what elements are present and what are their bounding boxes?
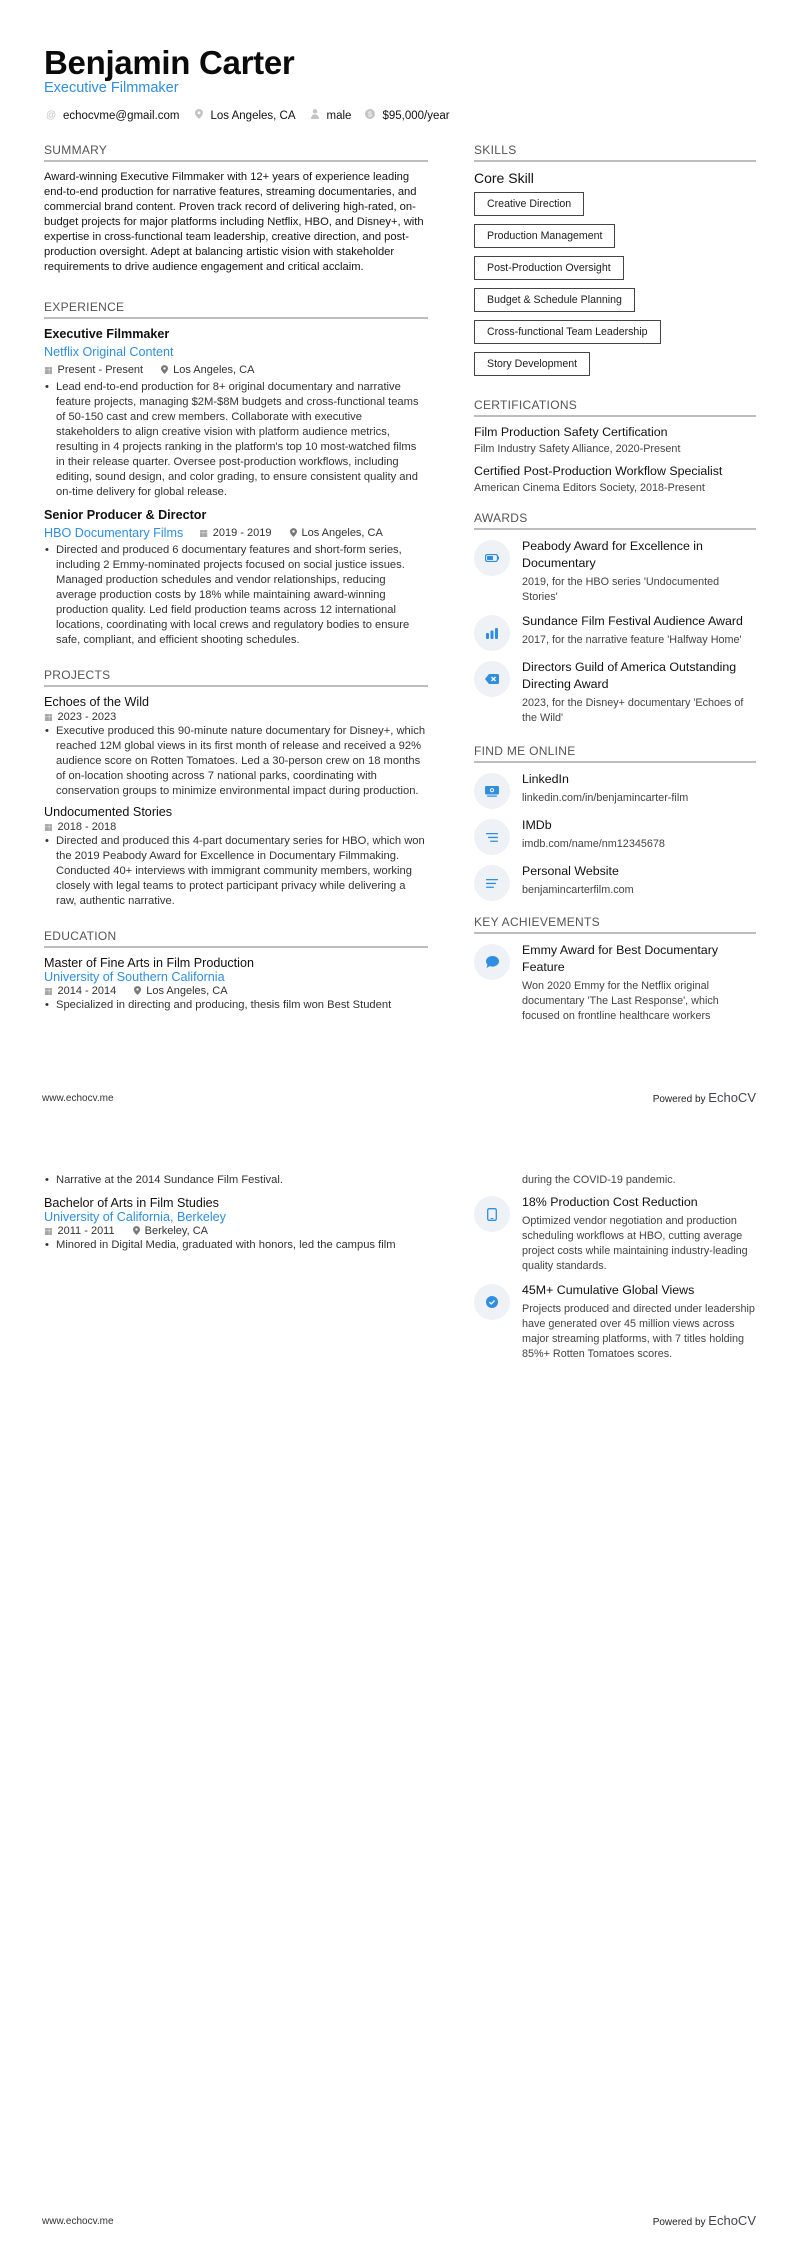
education-meta: ▦ 2014 - 2014 Los Angeles, CA [44, 985, 228, 997]
location-pin-icon [194, 109, 204, 122]
left-column-continued [44, 1173, 428, 1253]
person-icon [310, 109, 320, 122]
achievement-desc-continued: during the COVID-19 pandemic. [522, 1174, 676, 1186]
school-name: University of Southern California [44, 970, 225, 984]
education-bullet: • Specialized in directing and producing, thesis film won Best Student [44, 998, 428, 1013]
achievement-name: Emmy Award for Best Documentary Feature [522, 943, 719, 974]
skill-tag: Budget & Schedule Planning [474, 288, 635, 312]
link-name: IMDb [522, 818, 552, 832]
link-name: LinkedIn [522, 772, 569, 786]
section-title: EXPERIENCE [44, 300, 428, 319]
section-title: SKILLS [474, 143, 756, 162]
online-link-item[interactable] [474, 817, 756, 855]
achievements-section [474, 915, 756, 1024]
skills-section [474, 143, 756, 384]
section-title: SUMMARY [44, 143, 428, 162]
check-circle-icon [474, 1284, 510, 1320]
link-name: Personal Website [522, 864, 619, 878]
award-item [474, 538, 756, 605]
online-link-item[interactable] [474, 771, 756, 809]
company-name: Netflix Original Content [44, 345, 174, 359]
skills-list [474, 192, 756, 384]
experience-section [44, 300, 428, 648]
location-pin-icon [161, 365, 168, 376]
certification-name: Film Production Safety Certification [474, 425, 668, 439]
lines-icon [474, 819, 510, 855]
candidate-role: Executive Filmmaker [44, 80, 179, 96]
education-item [44, 956, 428, 1013]
link-url[interactable]: linkedin.com/in/benjamincarter-film [522, 792, 689, 804]
skill-group-title: Core Skill [474, 170, 534, 186]
project-meta: ▦ 2023 - 2023 [44, 711, 117, 723]
footer-site-link[interactable]: www.echocv.me [42, 1093, 114, 1104]
skill-tag: Story Development [474, 352, 590, 376]
online-link-item[interactable] [474, 863, 756, 901]
project-title: Undocumented Stories [44, 805, 173, 819]
skill-tag: Cross-functional Team Leadership [474, 320, 661, 344]
award-desc: 2017, for the narrative feature 'Halfway Home' [522, 634, 742, 646]
calendar-icon: ▦ [44, 711, 53, 722]
project-title: Echoes of the Wild [44, 695, 149, 709]
footer-powered-by: Powered by EchoCV [652, 2213, 756, 2228]
chat-bubble-icon [474, 944, 510, 980]
achievement-desc: Optimized vendor negotiation and production scheduling workflows at HBO, cutting average project costs while maintaining industry-leading quality standards. [522, 1215, 748, 1272]
project-item [44, 805, 428, 909]
certification-issuer: American Cinema Editors Society, 2018-Present [474, 482, 705, 494]
award-name: Sundance Film Festival Audience Award [522, 614, 743, 628]
contact-salary: $ $95,000/year [365, 109, 449, 122]
award-desc: 2019, for the HBO series 'Undocumented Stories' [522, 576, 720, 603]
tablet-icon [474, 1196, 510, 1232]
svg-text:$: $ [368, 111, 373, 119]
achievement-item [474, 1282, 756, 1362]
job-meta: ▦ Present - Present Los Angeles, CA [44, 364, 255, 376]
candidate-name: Benjamin Carter [44, 44, 295, 81]
location-pin-icon [134, 986, 141, 997]
achievement-desc: Won 2020 Emmy for the Netflix original documentary 'The Last Response', which focused on frontline healthcare workers [522, 980, 719, 1022]
dollar-icon [365, 109, 375, 122]
project-bullet: • Executive produced this 90-minute nature documentary for Disney+, which reached 12M global views in its first month of release and received a 92% audience score on Rotten Tomatoes. Led a 30-person crew on 18 months of on-location shooting across 7 national parks, coordinating with conservation groups to minimize environmental impact during production. [44, 724, 428, 799]
calendar-icon: ▦ [44, 985, 53, 996]
online-section [474, 744, 756, 901]
project-item [44, 695, 428, 799]
footer-site-link[interactable]: www.echocv.me [42, 2216, 114, 2227]
degree-title: Master of Fine Arts in Film Production [44, 956, 254, 970]
location-pin-icon [133, 1226, 140, 1237]
job-bullet: • Lead end-to-end production for 8+ original documentary and narrative feature projects, managing $2M-$8M budgets and cross-functional teams of 50-150 cast and crew members. Collaborate with executive stakeholders to align creative vision with platform audience metrics, resulting in 4 projects ranking in the platform's top 10 most-watched films in their release quarter. Oversee post-production workflows, including editing, sound design, and color grading, to ensure consistent quality and on-time delivery for global release. [44, 380, 428, 500]
section-title: PROJECTS [44, 668, 428, 687]
text-lines-icon [474, 865, 510, 901]
right-column-continued [474, 1173, 756, 1370]
project-meta: ▦ 2018 - 2018 [44, 821, 117, 833]
education-item [44, 1196, 428, 1253]
achievement-item [474, 942, 756, 1024]
calendar-icon: ▦ [44, 821, 53, 832]
project-bullet: • Directed and produced this 4-part documentary series for HBO, which won the 2019 Peabody Award for Excellence in Documentary Filmmaking. Conducted 40+ interviews with immigrant community members, working closely with legal teams to protect participant privacy while delivering a raw, authentic narrative. [44, 834, 428, 909]
certification-name: Certified Post-Production Workflow Specialist [474, 464, 723, 478]
school-name: University of California, Berkeley [44, 1210, 226, 1224]
section-title: CERTIFICATIONS [474, 398, 756, 417]
brand-logo: EchoCV [708, 1090, 756, 1105]
section-title: EDUCATION [44, 929, 428, 948]
job-meta: HBO Documentary Films ▦ 2019 - 2019 Los Angeles, CA [44, 526, 383, 540]
award-desc: 2023, for the Disney+ documentary 'Echoes of the Wild' [522, 697, 744, 724]
contact-location: Los Angeles, CA [194, 109, 296, 122]
skill-tag: Production Management [474, 224, 615, 248]
brand-logo: EchoCV [708, 2213, 756, 2228]
achievement-name: 45M+ Cumulative Global Views [522, 1283, 695, 1297]
link-url[interactable]: imdb.com/name/nm12345678 [522, 838, 665, 850]
link-url[interactable]: benjamincarterfilm.com [522, 884, 634, 896]
certification-issuer: Film Industry Safety Alliance, 2020-Present [474, 443, 681, 455]
bar-chart-icon [474, 615, 510, 651]
resume-page-2 [0, 1123, 794, 2246]
experience-item [44, 508, 428, 648]
achievement-name: 18% Production Cost Reduction [522, 1195, 698, 1209]
calendar-icon: ▦ [199, 527, 208, 538]
skill-tag: Post-Production Oversight [474, 256, 624, 280]
achievement-desc: Projects produced and directed under leadership have generated over 45 million views across major streaming platforms, with 7 titles holding 85%+ Rotten Tomatoes scores. [522, 1303, 755, 1360]
contact-bar [46, 109, 464, 122]
job-title: Senior Producer & Director [44, 508, 207, 522]
right-column [474, 143, 756, 1032]
education-section [44, 929, 428, 1013]
calendar-icon: ▦ [44, 1225, 53, 1236]
section-title: FIND ME ONLINE [474, 744, 756, 763]
footer-powered-by: Powered by EchoCV [652, 1090, 756, 1105]
calendar-icon: ▦ [44, 364, 53, 375]
skill-tag: Creative Direction [474, 192, 584, 216]
award-item [474, 613, 756, 651]
monitor-icon [474, 773, 510, 809]
experience-item [44, 327, 428, 500]
job-bullet: • Directed and produced 6 documentary features and short-form series, including 2 Emmy-nominated projects focused on social justice issues. Managed production schedules and vendor relationships, reducing average production costs by 18% while maintaining award-winning production quality. Led field production teams across 12 international locations, coordinating with local crews and regulatory bodies to ensure safe, compliant, and efficient shooting schedules. [44, 543, 428, 648]
achievement-item [474, 1194, 756, 1274]
job-title: Executive Filmmaker [44, 327, 170, 341]
left-column [44, 143, 428, 1013]
contact-email: @ echocvme@gmail.com [46, 109, 180, 122]
backspace-icon [474, 661, 510, 697]
at-icon: @ [46, 110, 57, 121]
education-bullet: • Minored in Digital Media, graduated with honors, led the campus film [44, 1238, 428, 1253]
company-name: HBO Documentary Films [44, 526, 184, 540]
awards-section [474, 511, 756, 726]
battery-icon [474, 540, 510, 576]
award-item [474, 659, 756, 726]
projects-section [44, 668, 428, 909]
summary-text: Award-winning Executive Filmmaker with 12+ years of experience leading end-to-end production for narrative features, streaming documentaries, and commercial brand content. Proven track record of delivering high-rated, on-budget projects for major platforms including Netflix, HBO, and Disney+, with expertise in cross-functional team leadership, creative direction, and post-production oversight. Adept at balancing artistic vision with stakeholder requirements to drive audience engagement and critical acclaim. [44, 171, 424, 273]
award-name: Directors Guild of America Outstanding Directing Award [522, 660, 737, 691]
education-meta: ▦ 2011 - 2011 Berkeley, CA [44, 1225, 208, 1237]
section-title: KEY ACHIEVEMENTS [474, 915, 756, 934]
award-name: Peabody Award for Excellence in Documentary [522, 539, 703, 570]
certifications-section [474, 398, 756, 494]
contact-gender: male [310, 109, 352, 122]
section-title: AWARDS [474, 511, 756, 530]
education-bullet-continued: • Narrative at the 2014 Sundance Film Festival. [44, 1173, 428, 1188]
summary-section [44, 143, 428, 275]
location-pin-icon [290, 528, 297, 539]
degree-title: Bachelor of Arts in Film Studies [44, 1196, 219, 1210]
